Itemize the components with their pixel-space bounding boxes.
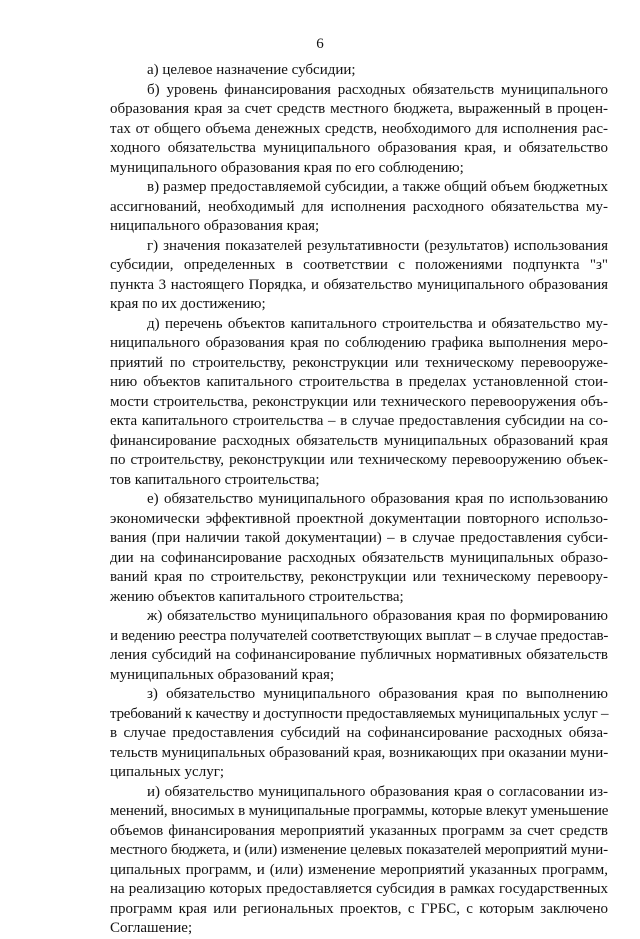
- text-line: местного бюджета, и (или) изменение целевых показателей мероприятий муни-: [110, 842, 608, 858]
- text-line: ниципального образования края;: [110, 218, 320, 234]
- text-line: мости строительства, реконструкции или технического перевооружения объ-: [110, 393, 608, 410]
- text-line: в) размер предоставляемой субсидии, а также общий объем бюджетных: [147, 179, 608, 195]
- text-line: пункта 3 настоящего Порядка, и обязательство муниципального образования: [110, 276, 608, 293]
- text-line: жению объектов капитального строительства;: [110, 588, 404, 605]
- text-line: в случае предоставления субсидий на софинансирование расходных обяза-: [110, 725, 608, 741]
- text-line: екта капитального строительства – в случае предоставления субсидии на со-: [110, 413, 608, 429]
- text-line: и) обязательство муниципального образования края о согласовании из-: [147, 783, 608, 800]
- text-line: объемов финансирования мероприятий указанных программ за счет средств: [110, 822, 608, 839]
- text-line: е) обязательство муниципального образования края по использованию: [147, 491, 608, 507]
- text-line: финансирование расходных обязательств муниципальных образований края: [110, 432, 608, 449]
- text-line: по строительству, реконструкции или техническому перевооружению объек-: [110, 452, 608, 468]
- text-line: тах от общего объема денежных средств, необходимого для исполнения рас-: [110, 120, 608, 137]
- text-line: субсидии, определенных в соответствии с положениями подпункта "з": [110, 257, 608, 273]
- text-line: б) уровень финансирования расходных обязательств муниципального: [147, 81, 608, 98]
- text-line: г) значения показателей результативности (результатов) использования: [147, 237, 608, 254]
- text-line: и ведению реестра получателей соответствующих выплат – в случае предостав-: [110, 627, 609, 644]
- text-line: муниципальных образований края;: [110, 666, 335, 683]
- text-line: Соглашение;: [110, 920, 193, 936]
- text-line: ассигнований, необходимый для исполнения расходного обязательства му-: [110, 198, 608, 215]
- page-number: 6: [316, 36, 324, 52]
- text-line: вания (при наличии такой документации) – в случае предоставления субси-: [110, 530, 608, 546]
- text-line: а) целевое назначение субсидии;: [147, 62, 356, 78]
- text-line: на реализацию которых предоставляется субсидия в рамках государственных: [110, 881, 608, 897]
- text-line: экономически эффективной проектной документации повторного использо-: [110, 510, 608, 527]
- text-line: тов капитального строительства;: [110, 471, 320, 488]
- text-line: тельств муниципальных образований края, возникающих при оказании муни-: [110, 744, 609, 761]
- text-line: ж) обязательство муниципального образования края по формированию: [147, 608, 608, 624]
- text-line: з) обязательство муниципального образования края по выполнению: [147, 686, 608, 702]
- text-line: требований к качеству и доступности предоставляемых муниципальных услуг –: [110, 705, 609, 722]
- text-line: дии на софинансирование расходных обязательств муниципальных образо-: [110, 549, 608, 566]
- text-line: ления субсидий на софинансирование публичных нормативных обязательств: [110, 647, 608, 663]
- text-line: муниципального образования края по его соблюдению;: [110, 159, 464, 176]
- text-line: приятий по строительству, реконструкции или техническому перевооруже-: [110, 354, 608, 371]
- text-line: нию объектов капитального строительства в пределах установленной стои-: [110, 374, 608, 390]
- text-line: менений, вносимых в муниципальные программы, которые влекут уменьшение: [110, 803, 609, 819]
- document-body: [110, 61, 608, 939]
- text-line: ниципального образования края по соблюдению графика выполнения меро-: [110, 335, 608, 351]
- text-line: ципальных программ, и (или) изменение мероприятий указанных программ,: [110, 861, 608, 878]
- text-line: края по их достижению;: [110, 296, 266, 312]
- text-line: ходного обязательства муниципального образования края, и обязательство: [110, 140, 608, 156]
- text-line: д) перечень объектов капитального строительства и обязательство му-: [147, 315, 608, 332]
- text-line: образования края за счет средств местного бюджета, выраженный в процен-: [110, 101, 608, 117]
- text-line: ципальных услуг;: [110, 764, 225, 780]
- text-line: программ края или региональных проектов, с ГРБС, с которым заключено: [110, 900, 608, 917]
- text-line: ваний края по строительству, реконструкции или техническому перевоору-: [110, 569, 608, 585]
